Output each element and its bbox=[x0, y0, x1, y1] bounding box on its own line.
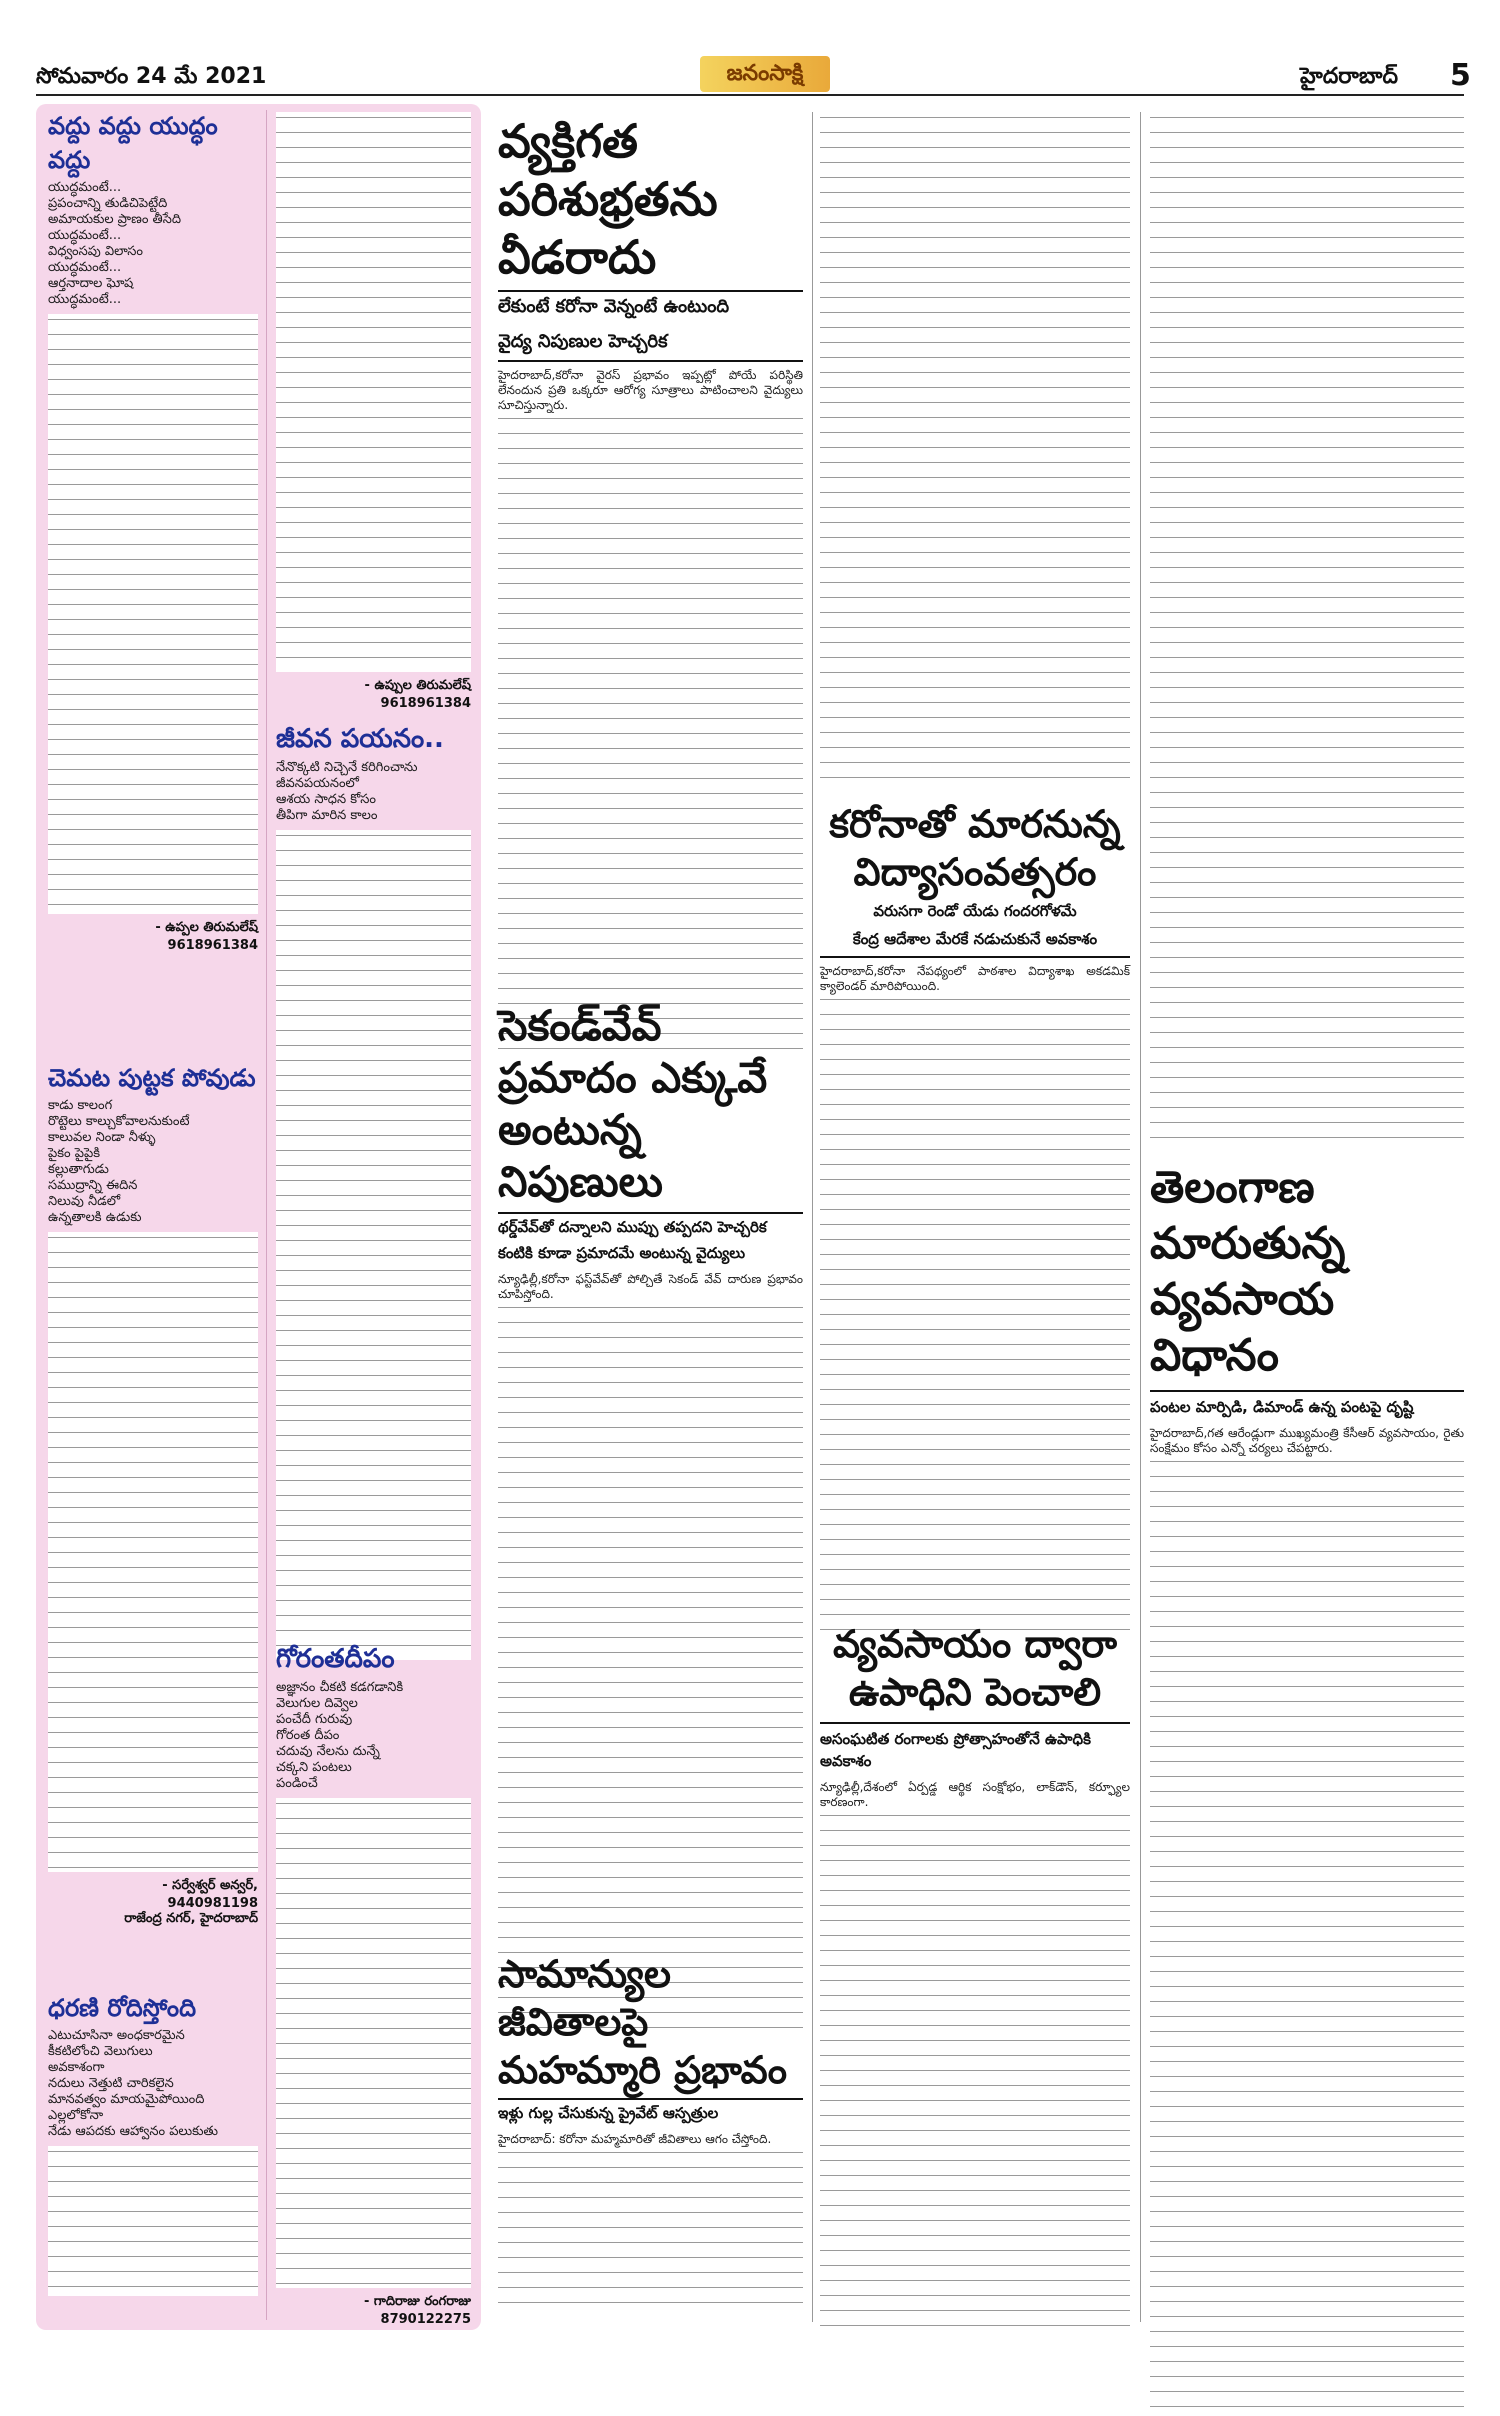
article-body-start: న్యూఢిల్లీ,దేశంలో ఏర్పడ్డ ఆర్థిక సంక్షోభం, లాక్‌డౌన్‌, కర్ఫ్యూల కారణంగా. bbox=[820, 1780, 1130, 1809]
poem-line: జీవనపయనంలో bbox=[276, 776, 359, 791]
poem-line: ఆర్తనాదాల ఘోష bbox=[48, 276, 134, 291]
poem-text-block bbox=[48, 2146, 258, 2296]
article-body-text bbox=[498, 2147, 803, 2307]
poem-line: యుద్ధమంటే... bbox=[48, 260, 122, 275]
poem-line: పైకం పైపైకి bbox=[48, 1146, 101, 1161]
article-agri-employment bbox=[820, 1620, 1130, 2330]
article-body-start: హైదరాబాద్‌,కరోనా నేపథ్యంలో పాఠశాల విద్యాశాఖ అకడమిక్‌ క్యాలెండర్‌ మారిపోయింది. bbox=[820, 964, 1130, 993]
poem-line: ఎల్లలోకోనా bbox=[48, 2108, 104, 2123]
header-rule bbox=[36, 94, 1464, 96]
headline-rule bbox=[1150, 1390, 1464, 1392]
poetry-column-divider bbox=[266, 110, 267, 2320]
article-body-text bbox=[498, 413, 803, 1053]
article-telangana-agri bbox=[1150, 1160, 1464, 2416]
poem-line: కల్లుతాగుడు bbox=[48, 1162, 109, 1177]
article-education bbox=[820, 800, 1130, 1634]
poem-line: చక్కని పంటలు bbox=[276, 1760, 352, 1775]
poem-2 bbox=[48, 1064, 258, 1929]
poem-line: ఉన్నతాలకి ఉడుకు bbox=[48, 1210, 142, 1225]
poem-line: కీకటిలోంచి వెలుగులు bbox=[48, 2044, 153, 2059]
poem-6 bbox=[276, 1644, 471, 2327]
poem-line: అవకాశంగా bbox=[48, 2060, 105, 2075]
headline-rule bbox=[498, 1212, 803, 1214]
poem-line: గోరంత దీపం bbox=[276, 1728, 340, 1743]
headline-rule bbox=[498, 2098, 803, 2100]
poem-line: అజ్ఞానం చీకటి కడగడానికి bbox=[276, 1680, 404, 1695]
poem-line: చదువు నేలను దున్నే bbox=[276, 1744, 380, 1759]
newspaper-logo: జనంసాక్షి bbox=[700, 56, 830, 92]
poem-line: అమాయకుల ప్రాణం తీసేది bbox=[48, 212, 182, 227]
article-kicker: థర్డ్‌వేవ్‌తో దన్నాలని ముప్పు తప్పదని హెచ్చరిక bbox=[498, 1218, 767, 1236]
poem-author: - గాదిరాజు రంగరాజు bbox=[363, 2294, 471, 2309]
article-body-text bbox=[820, 994, 1130, 1634]
poem-phone: 9440981198 bbox=[167, 1896, 258, 1911]
poem-line: ఆశయ సాధన కోసం bbox=[276, 792, 376, 807]
article-headline: కరోనాతో మారనున్న విద్యాసంవత్సరం bbox=[829, 802, 1121, 894]
poem-line: కాలువల నిండా నీళ్ళు bbox=[48, 1130, 156, 1145]
headline-rule bbox=[820, 1722, 1130, 1724]
poem-place: రాజేంద్ర నగర్, హైదరాబాద్ bbox=[124, 1911, 258, 1926]
poem-1 bbox=[48, 112, 258, 953]
poem-line: కాడు కాలంగ bbox=[48, 1098, 113, 1113]
poem-4 bbox=[276, 112, 471, 711]
column-rule bbox=[1140, 112, 1141, 2322]
poem-author: - సర్వేశ్వర్ అన్వర్, bbox=[162, 1878, 258, 1893]
article-headline: తెలంగాణ మారుతున్న వ్యవసాయ విధానం bbox=[1150, 1162, 1346, 1381]
article-body-text bbox=[820, 1810, 1130, 2330]
poem-line: పండించే bbox=[276, 1776, 318, 1791]
poem-line: మానవత్వం మాయమైపోయింది bbox=[48, 2092, 205, 2107]
poem-text-block bbox=[276, 830, 471, 1660]
article-subheadline: వరుసగా రెండో యేడు గందరగోళమే bbox=[873, 902, 1077, 920]
poem-title: వద్దు వద్దు యుద్ధం వద్దు bbox=[48, 112, 218, 174]
article-body-start: హైదరాబాద్‌: కరోనా మహ్మమారితో జీవితాలు ఆగం చేస్తోంది. bbox=[498, 2132, 772, 2146]
poem-3 bbox=[48, 1994, 258, 2296]
poem-title: ధరణి రోదిస్తోంది bbox=[48, 1994, 197, 2022]
page-number: 5 bbox=[1450, 58, 1471, 93]
kicker-rule bbox=[498, 360, 803, 362]
edition-city: హైదరాబాద్ bbox=[1300, 64, 1398, 89]
poem-line: ప్రపంచాన్ని తుడిచిపెట్టేది bbox=[48, 196, 168, 211]
article-headline: సామాన్యుల జీవితాలపై మహమ్మారి ప్రభావం bbox=[498, 1952, 787, 2092]
article-second-wave bbox=[498, 1000, 803, 2042]
article-subheadline: కంటికి కూడా ప్రమాదమే అంటున్న వైద్యులు bbox=[498, 1244, 746, 1262]
issue-date: సోమవారం 24 మే 2021 bbox=[36, 64, 267, 89]
article-headline: వ్యక్తిగత పరిశుభ్రతను వీడరాదు bbox=[498, 114, 718, 284]
article-hygiene-continued bbox=[820, 112, 1130, 792]
article-body-start: హైదరాబాద్‌,కరోనా వైరస్‌ ప్రభావం ఇప్పట్లో పోయే పరిస్థితి లేనందున ప్రతి ఒక్కరూ ఆరోగ్య సూత్రాలు పాటించాలని వైద్యులు సూచిస్తున్నారు. bbox=[498, 368, 803, 412]
article-body-text bbox=[1150, 1456, 1464, 2416]
article-body-start: న్యూఢిల్లీ,కరోనా ఫస్ట్‌వేవ్‌తో పోల్చితే సెకండ్‌ వేవ్‌ దారుణ ప్రభావం చూపిస్తోంది. bbox=[498, 1272, 803, 1301]
article-subheadline: అసంఘటిత రంగాలకు ప్రోత్సాహంతోనే ఉపాధికి అవకాశం bbox=[820, 1730, 1091, 1770]
poem-phone: 9618961384 bbox=[167, 938, 258, 953]
article-body-start: హైదరాబాద్‌,గత ఆరేండ్లుగా ముఖ్యమంత్రి కేసీఆర్‌ వ్యవసాయం, రైతు సంక్షేమం కోసం ఎన్నో చర్యలు చేపట్టారు. bbox=[1150, 1426, 1464, 1455]
poem-line: యుద్ధమంటే... bbox=[48, 292, 122, 307]
poem-line: ఎటుచూసినా అంధకారమైన bbox=[48, 2028, 185, 2043]
poem-phone: 9618961384 bbox=[380, 696, 471, 711]
poem-title: చెమట పుట్టక పోవుడు bbox=[48, 1064, 256, 1092]
poem-5 bbox=[276, 724, 471, 1660]
poem-title: గోరంతదీపం bbox=[276, 1644, 395, 1674]
poem-line: పంచేదీ గురువు bbox=[276, 1712, 353, 1727]
poem-line: యుద్ధమంటే... bbox=[48, 180, 122, 195]
page-header bbox=[0, 0, 1500, 96]
article-body-text bbox=[498, 1302, 803, 2042]
poem-phone: 8790122275 bbox=[380, 2312, 471, 2327]
poem-author: - ఉప్పల తిరుమలేష్ bbox=[155, 920, 258, 935]
poem-line: విధ్వంసపు విలాసం bbox=[48, 244, 143, 259]
poetry-column bbox=[36, 104, 481, 2330]
poem-line: నదులు నెత్తుటి చారికలైన bbox=[48, 2076, 174, 2091]
article-subheadline: పంటల మార్పిడి, డిమాండ్‌ ఉన్న పంటపై దృష్టి bbox=[1150, 1398, 1414, 1416]
article-hygiene bbox=[498, 112, 803, 1053]
poem-text-block bbox=[48, 1232, 258, 1872]
article-kicker: ఇళ్లు గుల్ల చేసుకున్న ప్రైవేట్‌ ఆస్పత్రుల bbox=[498, 2104, 719, 2122]
poem-line: సముద్రాన్ని ఈదిన bbox=[48, 1178, 138, 1193]
poem-line: నేడు ఆపదకు ఆహ్వానం పలుకుతు bbox=[48, 2124, 219, 2139]
poem-text-block bbox=[276, 112, 471, 672]
poem-text-block bbox=[276, 1798, 471, 2288]
poem-line: రొట్టెలు కాల్చుకోవాలనుకుంటే bbox=[48, 1114, 190, 1129]
poem-line: యుద్ధమంటే... bbox=[48, 228, 122, 243]
poem-text-block bbox=[48, 314, 258, 914]
article-common-lives bbox=[498, 1950, 803, 2307]
poem-line: నిలువు నీడలో bbox=[48, 1194, 121, 1209]
article-subheadline: లేకుంటే కరోనా వెన్నంటే ఉంటుంది bbox=[498, 296, 730, 317]
article-headline: సెకండ్‌వేవ్‌ ప్రమాదం ఎక్కువే అంటున్న నిపుణులు bbox=[498, 1001, 768, 1206]
poem-author: - ఉప్పుల తిరుమలేష్ bbox=[364, 678, 471, 693]
article-kicker: వైద్య నిపుణుల హెచ్చరిక bbox=[498, 331, 668, 352]
poem-line: వెలుగుల దివ్వెల bbox=[276, 1696, 358, 1711]
article-continued-text bbox=[1150, 112, 1464, 1142]
article-kicker: కేంద్ర ఆదేశాల మేరకే నడుచుకునే అవకాశం bbox=[852, 930, 1098, 948]
article-headline: వ్యవసాయం ద్వారా ఉపాధిని పెంచాలి bbox=[832, 1622, 1118, 1714]
headline-rule bbox=[498, 290, 803, 292]
kicker-rule bbox=[820, 956, 1130, 958]
poem-title: జీవన పయనం.. bbox=[276, 724, 444, 754]
poem-line: తీపిగా మారిన కాలం bbox=[276, 808, 378, 823]
poem-line: నేనొక్కటి నిచ్చెనే కరిగించాను bbox=[276, 760, 418, 775]
column-rule bbox=[812, 112, 813, 2322]
